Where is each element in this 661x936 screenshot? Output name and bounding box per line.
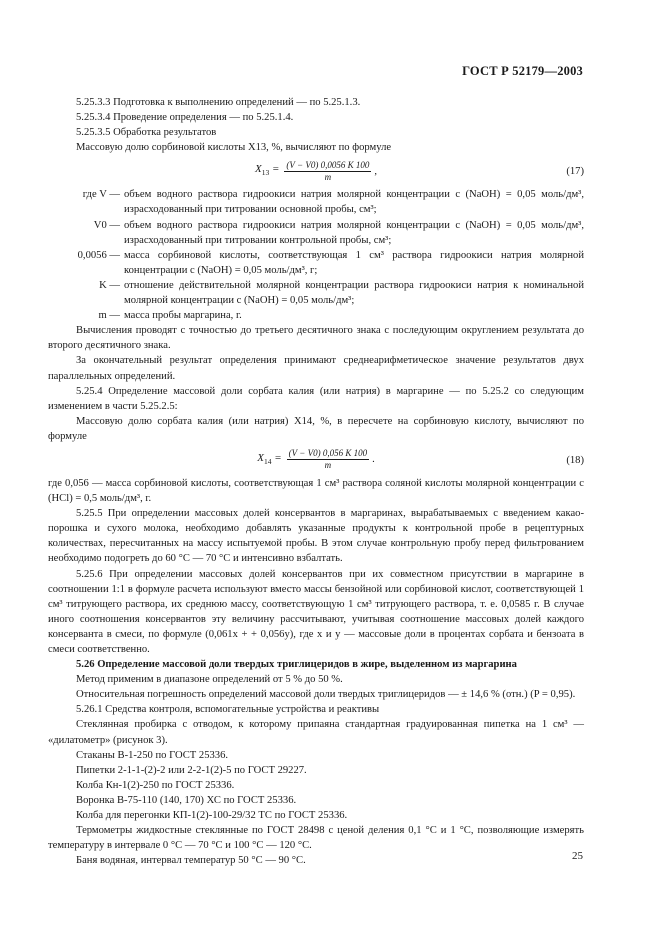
paragraph: Массовую долю сорбиновой кислоты X13, %, вычисляют по формуле	[76, 142, 392, 154]
paragraph: 5.25.3.5 Обработка результатов	[76, 127, 217, 139]
list-item: Термометры жидкостные стеклянные по ГОСТ 28498 с ценой деления 0,1 °С и 1 °С, позволяющие измерять температуру в интервале 0 °С — 70 °С и 100 °С — 120 °С.	[48, 825, 584, 852]
formula-fraction	[284, 160, 371, 183]
list-item: Колба для перегонки КП-1(2)-100-29/32 ТС по ГОСТ 25336.	[76, 810, 348, 822]
section-heading: 5.26 Определение массовой доли твердых триглицеридов в жире, выделенном из маргарина	[76, 659, 517, 671]
formula-denominator: m	[324, 460, 332, 471]
equation-number: (18)	[566, 454, 584, 466]
definition-item: V0 — объем водного раствора гидроокиси натрия молярной концентрации c (NaOH) = 0,05 моль/дм³, израсходованный при титровании контрольной пробы, см³;	[93, 219, 584, 246]
list-item: Стаканы В-1-250 по ГОСТ 25336.	[76, 749, 229, 761]
subsection-heading: 5.26.1 Средства контроля, вспомогательные устройства и реактивы	[76, 704, 380, 716]
list-item: Колба Кн-1(2)-250 по ГОСТ 25336.	[76, 779, 235, 791]
paragraph: 5.25.5 При определении массовых долей консервантов в маргаринах, вырабатываемых с введением какао-порошка и сухого молока, необходимо добавлять указанные продукты к контрольной пробе в рецептурных количествах, пересчитанных на массу испытуемой пробы. В этом случае контрольную пробу перед фильтрованием необходимо подогреть до 60 °С — 70 °С и интенсивно взбалтать.	[48, 508, 584, 565]
list-item: Баня водяная, интервал температур 50 °С — 90 °С.	[76, 855, 306, 867]
definition-item: K — отношение действительной молярной концентрации раствора гидроокиси натрия к номинальной молярной концентрации c (NaOH) = 0,05 моль/дм³;	[99, 279, 584, 307]
list-item: Пипетки 2-1-1-(2)-2 или 2-2-1(2)-5 по ГОСТ 29227.	[76, 764, 307, 776]
formula-lhs: $X_{13}$ =	[255, 163, 280, 178]
formula-fraction	[287, 448, 369, 471]
paragraph: 5.25.3.4 Проведение определения — по 5.25.1.4.	[76, 112, 294, 124]
list-item: Воронка В-75-110 (140, 170) ХС по ГОСТ 25336.	[76, 794, 297, 806]
paragraph: 5.25.6 При определении массовых долей консервантов при их совместном присутствии в маргарине в соотношении 1:1 в формуле расчета используют вместо массы бензойной или сорбиновой кислот, соответствующей 1 см³ титрующего раствора, их среднюю массу, соответствующую 1 см³ титрующего раствора, т. е. 0,0585 г. В случае иного соотношения консервантов эту величину рассчитывают, учитывая соотношение массовых долей каждого консерванта в смеси, по формуле (0,061x + + 0,056y), где x и y — массовые доли в процентах сорбата и бензоата в смеси соответственно.	[48, 568, 584, 655]
standard-header: ГОСТ Р 52179—2003	[462, 64, 583, 78]
paragraph: Относительная погрешность определений массовой доли твердых триглицеридов — ± 14,6 % (отн.) (P = 0,95).	[76, 689, 576, 701]
definition-item: m — масса пробы маргарина, г.	[98, 310, 242, 322]
paragraph: Вычисления проводят с точностью до третьего десятичного знака с последующим округлением результата до второго десятичного знака.	[48, 325, 584, 352]
paragraph: 5.25.4 Определение массовой доли сорбата калия (или натрия) в маргарине — по 5.25.2 со следующим изменением в части 5.25.2.5:	[48, 385, 584, 412]
document-body	[48, 95, 584, 868]
formula-18: $X_{14}$ = $\frac{(V - V0) 0,056 K 100}{m}$ . (18)	[257, 448, 584, 471]
formula-17: $X_{13}$ = $\frac{(V - V0) 0,0056 K 100}{m}$ , (17)	[255, 159, 584, 182]
paragraph: Стеклянная пробирка с отводом, к которому припаяна стандартная градуированная пипетка на 1 см³ — «дилатометр» (рисунок 3).	[48, 719, 584, 746]
paragraph: За окончательный результат определения принимают среднеарифметическое значение результатов двух параллельных определений.	[48, 355, 584, 382]
paragraph: Метод применим в диапазоне определений от 5 % до 50 %.	[76, 674, 343, 686]
page-number: 25	[572, 850, 583, 862]
definition-item: где V — объем водного раствора гидроокиси натрия молярной концентрации c (NaOH) = 0,05 моль/дм³, израсходованный при титровании основной пробы, см³;	[82, 189, 584, 216]
paragraph: Массовую долю сорбата калия (или натрия) X14, %, в пересчете на сорбиновую кислоту, вычисляют по формуле	[48, 415, 584, 442]
paragraph: 5.25.3.3 Подготовка к выполнению определений — по 5.25.1.3.	[76, 97, 361, 108]
formula-denominator: m	[324, 171, 332, 182]
equation-number: (17)	[566, 166, 584, 178]
definition-item: где 0,056 — масса сорбиновой кислоты, соответствующая 1 см³ раствора соляной кислоты молярной концентрации c (HCl) = 0,5 моль/дм³, г.	[48, 477, 584, 505]
definition-item: 0,0056 — масса сорбиновой кислоты, соответствующая 1 см³ раствора гидроокиси натрия молярной концентрации c (NaOH) = 0,05 моль/дм³, г;	[77, 249, 584, 276]
formula-numerator: (V − V0) 0,0056 K 100	[286, 159, 370, 170]
formula-lhs: $X_{14}$ =	[257, 451, 282, 467]
formula-numerator: (V − V0) 0,056 K 100	[288, 448, 368, 459]
